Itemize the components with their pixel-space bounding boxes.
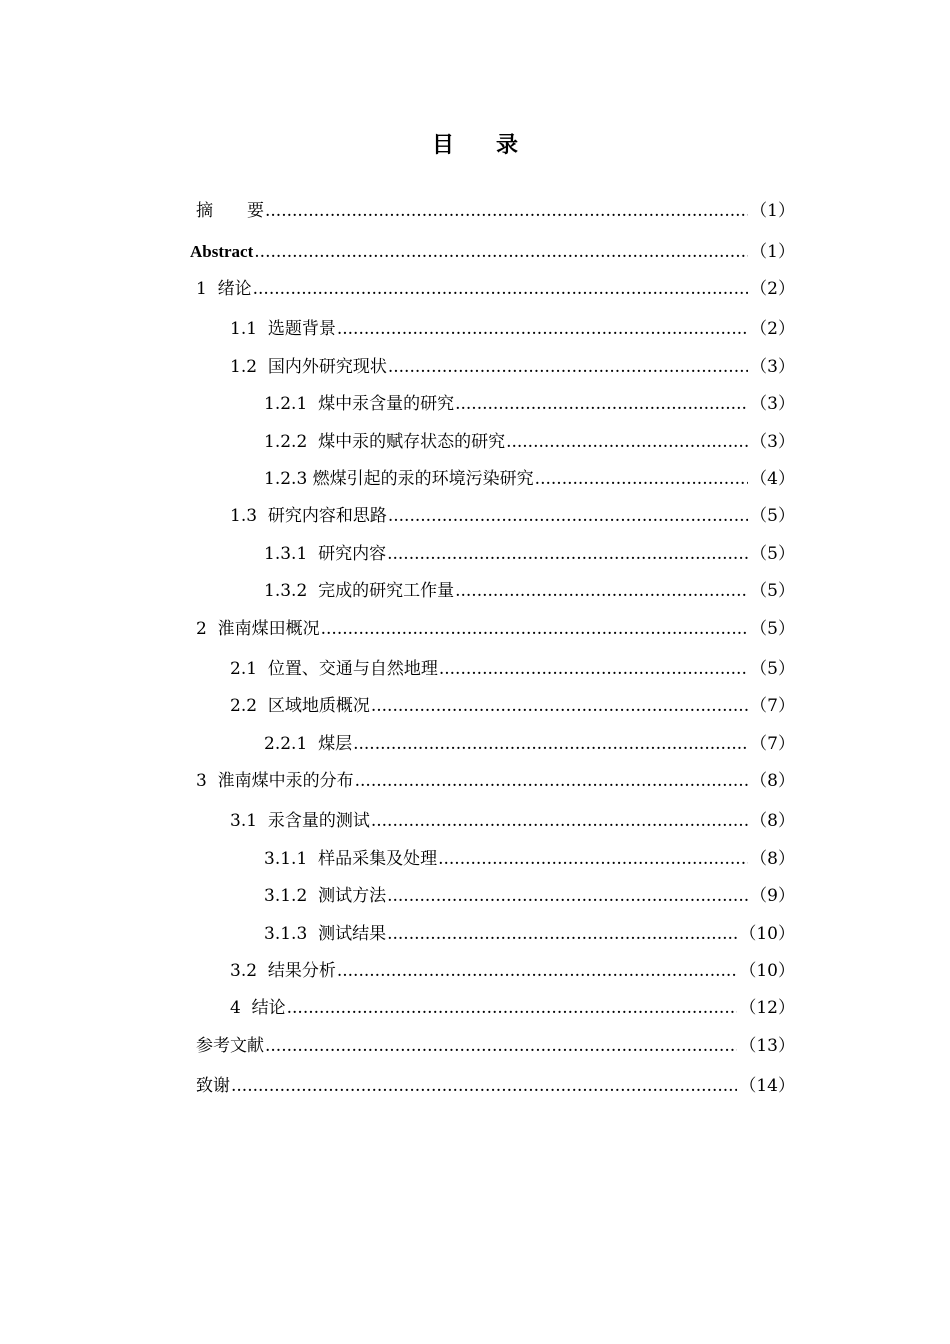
toc-entry-page: （5） [750, 659, 795, 679]
toc-leader-dots [265, 1034, 737, 1058]
toc-entry[interactable] [196, 199, 795, 223]
toc-entry-page: （2） [750, 279, 795, 299]
toc-entry[interactable] [230, 355, 795, 379]
toc-entry-label: 1 绪论 [196, 279, 252, 299]
toc-entry[interactable] [196, 277, 795, 301]
toc-entry-page: （5） [750, 619, 795, 639]
toc-entry-label: 致谢 [196, 1076, 230, 1096]
toc-entry[interactable] [264, 732, 795, 756]
toc-leader-dots [439, 657, 748, 681]
toc-leader-dots [253, 277, 749, 301]
toc-entry-label: 2 淮南煤田概况 [196, 619, 320, 639]
toc-entry-page: （2） [750, 319, 795, 339]
toc-entry-page: （5） [750, 544, 795, 564]
toc-entry[interactable] [230, 809, 795, 833]
toc-entry[interactable] [196, 1074, 795, 1098]
toc-entry-page: （8） [750, 771, 795, 791]
toc-entry-label: 2.2 区域地质概况 [230, 696, 370, 716]
toc-entry[interactable] [230, 959, 795, 983]
toc-entry[interactable] [230, 657, 795, 681]
toc-entry-label: 2.1 位置、交通与自然地理 [230, 659, 438, 679]
toc-leader-dots [388, 504, 748, 528]
toc-entry-label: 2.2.1 煤层 [264, 734, 353, 754]
toc-entry[interactable] [264, 542, 795, 566]
toc-entry[interactable] [264, 579, 795, 603]
toc-entry-page: （7） [750, 696, 795, 716]
toc-leader-dots [355, 769, 749, 793]
toc-entry-page: （8） [750, 849, 795, 869]
toc-entry-label: 摘 要 [196, 201, 264, 221]
toc-entry-label: 3.1.2 测试方法 [264, 886, 387, 906]
toc-entry-page: （4） [750, 469, 795, 489]
toc-entry[interactable] [196, 617, 795, 641]
toc-entry-label: 3.1.1 样品采集及处理 [264, 849, 438, 869]
toc-entry-page: （9） [750, 886, 795, 906]
toc-entry-page: （5） [750, 581, 795, 601]
toc-leader-dots [535, 467, 749, 491]
toc-entry-label: 1.2.1 煤中汞含量的研究 [264, 394, 455, 414]
toc-entry-page: （10） [739, 961, 795, 981]
toc-leader-dots [321, 617, 749, 641]
toc-entry-label: 4 结论 [230, 998, 286, 1018]
toc-leader-dots [231, 1074, 737, 1098]
toc-entry-label: 1.2 国内外研究现状 [230, 357, 387, 377]
toc-entry-label: 3.2 结果分析 [230, 961, 336, 981]
toc-leader-dots [265, 199, 748, 223]
toc-leader-dots [353, 732, 748, 756]
toc-leader-dots [371, 694, 748, 718]
toc-entry-label: Abstract [190, 242, 254, 261]
toc-entry-page: （13） [739, 1036, 795, 1056]
toc-leader-dots [337, 959, 738, 983]
toc-entry-page: （8） [750, 811, 795, 831]
toc-leader-dots [254, 240, 748, 264]
toc-leader-dots [455, 392, 748, 416]
toc-entry[interactable] [196, 1034, 795, 1058]
toc-entry-page: （1） [750, 242, 795, 262]
toc-leader-dots [387, 884, 748, 908]
toc-leader-dots [371, 809, 748, 833]
toc-entry[interactable] [196, 769, 795, 793]
toc-leader-dots [388, 355, 748, 379]
toc-leader-dots [337, 317, 748, 341]
toc-entry-label: 1.3.2 完成的研究工作量 [264, 581, 455, 601]
toc-entry-page: （3） [750, 432, 795, 452]
toc-entry[interactable] [230, 694, 795, 718]
toc-entry[interactable] [264, 884, 795, 908]
toc-entry-label: 1.2.3 燃煤引起的汞的环境污染研究 [264, 469, 534, 489]
toc-leader-dots [506, 430, 748, 454]
page-title-left: 目 [431, 133, 454, 158]
toc-entry-page: （7） [750, 734, 795, 754]
toc-entry-label: 3.1 汞含量的测试 [230, 811, 370, 831]
toc-entry-label: 3.1.3 测试结果 [264, 924, 387, 944]
toc-leader-dots [455, 579, 748, 603]
toc-entry-page: （12） [739, 998, 795, 1018]
toc-entry[interactable] [230, 504, 795, 528]
toc-leader-dots [387, 542, 748, 566]
toc-entry[interactable] [264, 847, 795, 871]
toc-entry-label: 参考文献 [196, 1036, 264, 1056]
toc-entry-label: 1.1 选题背景 [230, 319, 336, 339]
toc-entry-label: 3 淮南煤中汞的分布 [196, 771, 354, 791]
toc-entry-page: （1） [750, 201, 795, 221]
toc-leader-dots [387, 922, 737, 946]
toc-entry[interactable] [264, 922, 795, 946]
toc-entry-page: （5） [750, 506, 795, 526]
toc-entry-label: 1.3 研究内容和思路 [230, 506, 387, 526]
toc-entry-page: （14） [739, 1076, 795, 1096]
toc-entry-page: （3） [750, 394, 795, 414]
toc-entry-label: 1.3.1 研究内容 [264, 544, 387, 564]
toc-entry[interactable] [264, 467, 795, 491]
toc-entry[interactable] [264, 392, 795, 416]
toc-entry-label: 1.2.2 煤中汞的赋存状态的研究 [264, 432, 506, 452]
toc-leader-dots [438, 847, 748, 871]
toc-leader-dots [287, 996, 738, 1020]
toc-entry-page: （3） [750, 357, 795, 377]
page-title-right: 录 [496, 133, 519, 158]
toc-entry[interactable] [264, 430, 795, 454]
toc-entry[interactable] [190, 240, 795, 264]
toc-entry-page: （10） [739, 924, 795, 944]
toc-entry[interactable] [230, 317, 795, 341]
toc-entry[interactable] [230, 996, 795, 1020]
